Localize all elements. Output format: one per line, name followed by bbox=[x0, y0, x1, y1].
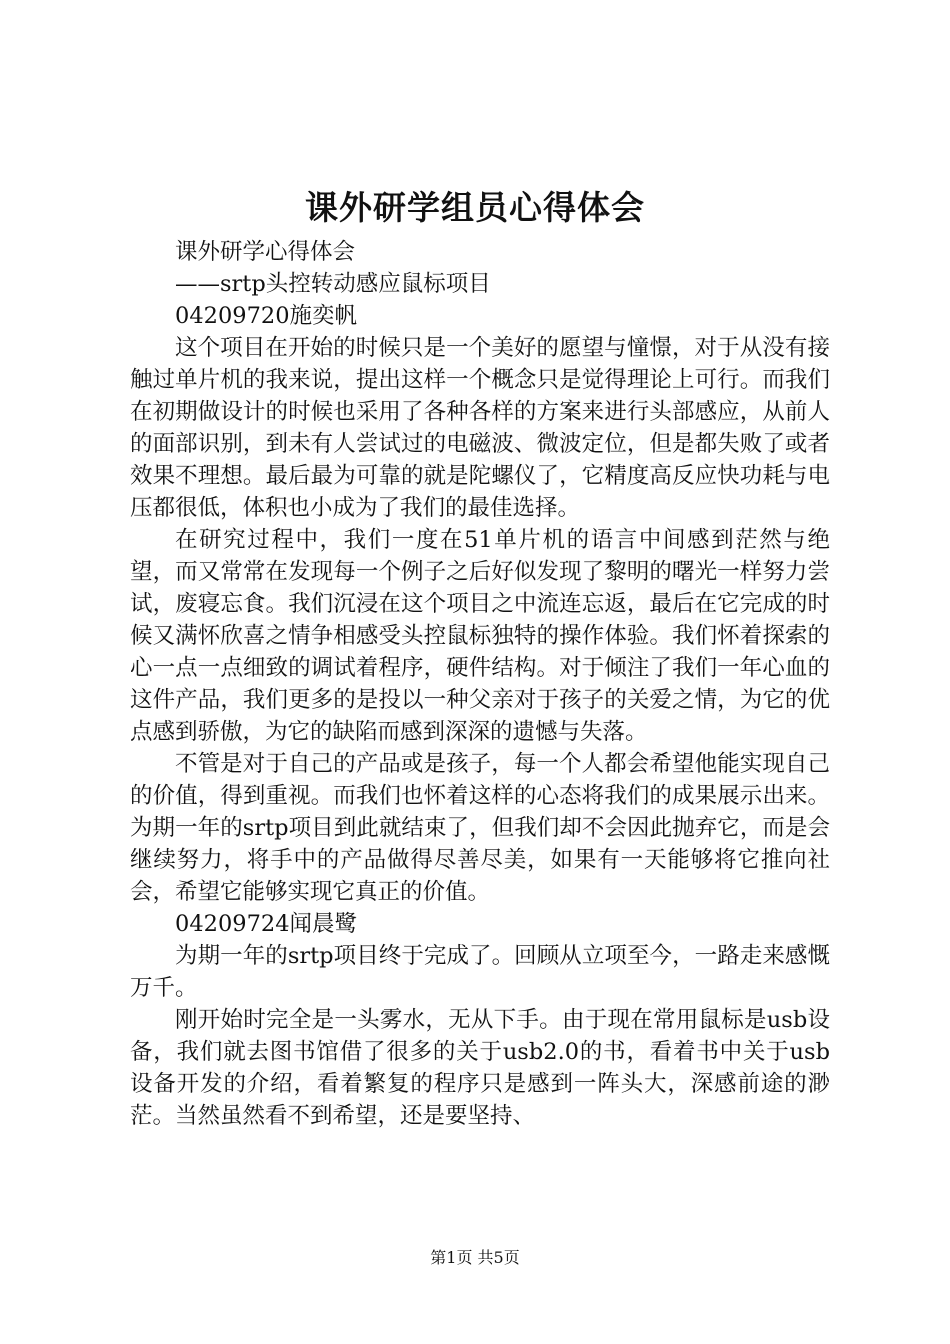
body-paragraph: 在研究过程中，我们一度在51单片机的语言中间感到茫然与绝望，而又常常在发现每一个例子之后好似发现了黎明的曙光一样努力尝试，废寝忘食。我们沉浸在这个项目之中流连忘返，最后在它完成的时候又满怀欣喜之情争相感受头控鼠标独特的操作体验。我们怀着探索的心一点一点细致的调试着程序，硬件结构。对于倾注了我们一年心血的这件产品，我们更多的是投以一种父亲对于孩子的关爱之情，为它的优点感到骄傲，为它的缺陷而感到深深的遗憾与失落。 bbox=[130, 527, 830, 745]
body-paragraph: 为期一年的srtp项目终于完成了。回顾从立项至今，一路走来感慨万千。 bbox=[130, 943, 830, 1001]
subtitle-heading: 课外研学心得体会 bbox=[175, 239, 356, 265]
document-body bbox=[130, 236, 830, 1132]
project-subtitle: ——srtp头控转动感应鼠标项目 bbox=[175, 271, 491, 297]
author-id-line: 04209724闻晨鹭 bbox=[175, 911, 358, 937]
document-title: 课外研学组员心得体会 bbox=[305, 188, 645, 227]
body-paragraph: 这个项目在开始的时候只是一个美好的愿望与憧憬，对于从没有接触过单片机的我来说，提出这样一个概念只是觉得理论上可行。而我们在初期做设计的时候也采用了各种各样的方案来进行头部感应，从前人的面部识别，到未有人尝试过的电磁波、微波定位，但是都失败了或者效果不理想。最后最为可靠的就是陀螺仪了，它精度高反应快功耗与电压都很低，体积也小成为了我们的最佳选择。 bbox=[130, 335, 830, 521]
body-paragraph: 不管是对于自己的产品或是孩子，每一个人都会希望他能实现自己的价值，得到重视。而我们也怀着这样的心态将我们的成果展示出来。为期一年的srtp项目到此就结束了，但我们却不会因此抛弃它，而是会继续努力，将手中的产品做得尽善尽美，如果有一天能够将它推向社会，希望它能够实现它真正的价值。 bbox=[130, 751, 830, 905]
page-footer: 第1页 共5页 bbox=[430, 1248, 520, 1267]
author-id-line: 04209720施奕帆 bbox=[175, 303, 358, 329]
body-paragraph: 刚开始时完全是一头雾水，无从下手。由于现在常用鼠标是usb设备，我们就去图书馆借了很多的关于usb2.0的书，看着书中关于usb设备开发的介绍，看着繁复的程序只是感到一阵头大，深感前途的渺茫。当然虽然看不到希望，还是要坚持、 bbox=[130, 1007, 830, 1129]
